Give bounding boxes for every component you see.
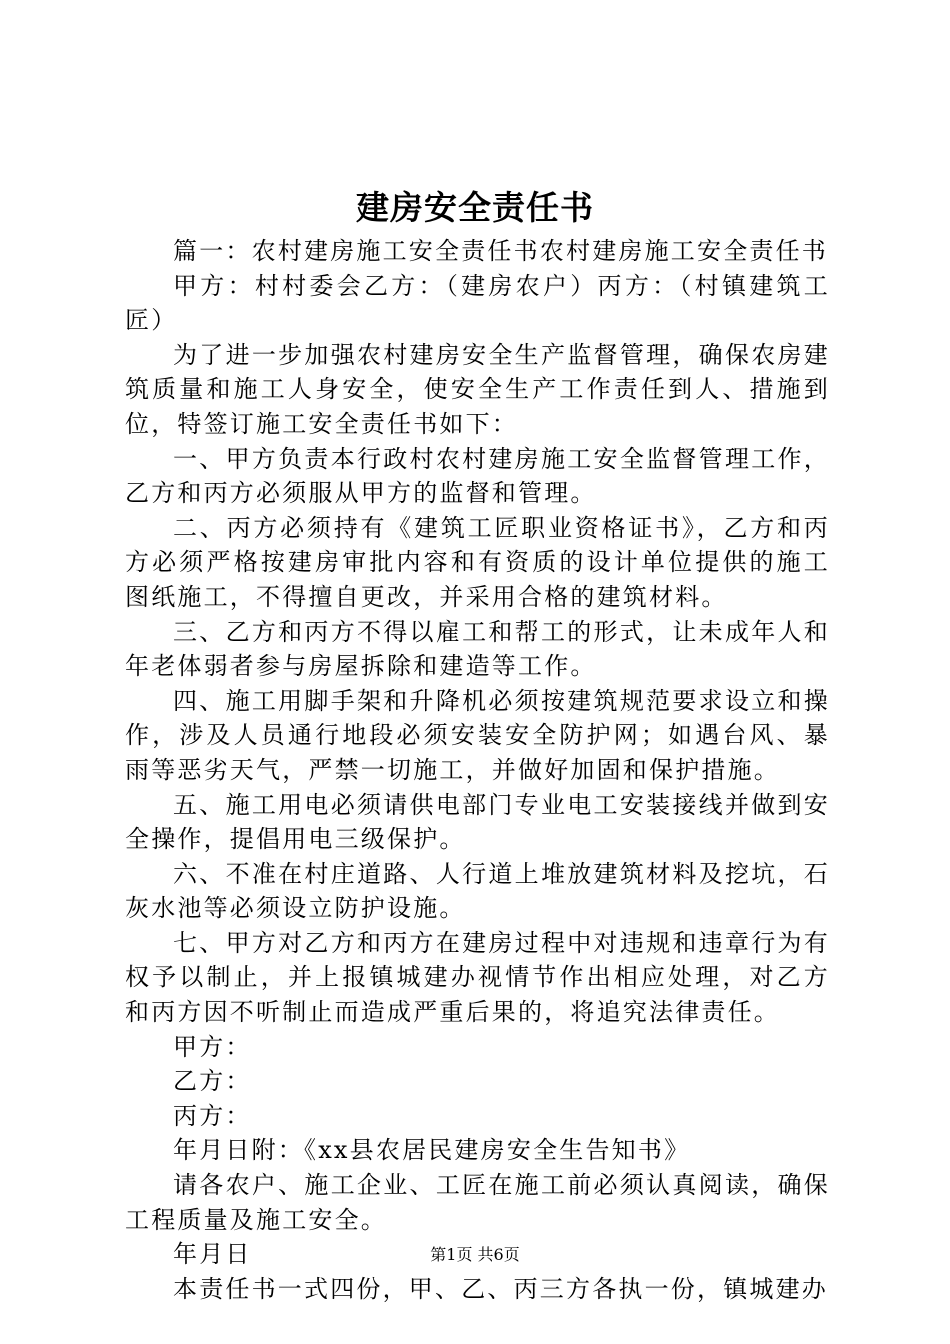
signature-party-c: 丙方： [173,1101,252,1130]
paragraph-clause-1: 一、甲方负责本行政村农村建房施工安全监督管理工作，乙方和丙方必须服从甲方的监督和管理。 [125,444,830,508]
paragraph-clause-2: 二、丙方必须持有《建筑工匠职业资格证书》，乙方和丙方必须严格按建房审批内容和有资质的设计单位提供的施工图纸施工，不得擅自更改，并采用合格的建筑材料。 [125,513,830,611]
paragraph-notice: 请各农户、施工企业、工匠在施工前必须认真阅读，确保工程质量及施工安全。 [125,1171,830,1234]
page-number: 第1页 共6页 [430,1245,520,1264]
signature-party-b: 乙方： [173,1067,252,1096]
paragraph-clause-4: 四、施工用脚手架和升降机必须按建筑规范要求设立和操作，涉及人员通行地段必须安装安全防护网；如遇台风、暴雨等恶劣天气，严禁一切施工，并做好加固和保护措施。 [125,686,830,784]
document-title: 建房安全责任书 [356,188,594,227]
paragraph-parties: 甲方：村村委会乙方：（建房农户）丙方：（村镇建筑工匠） [125,271,830,335]
paragraph-date: 年月日 [173,1240,252,1269]
paragraph-heading: 篇一：农村建房施工安全责任书农村建房施工安全责任书 [173,237,828,265]
paragraph-clause-5: 五、施工用电必须请供电部门专业电工安装接线并做到安全操作，提倡用电三级保护。 [125,790,830,854]
paragraph-clause-3: 三、乙方和丙方不得以雇工和帮工的形式，让未成年人和年老体弱者参与房屋拆除和建造等工作。 [125,617,830,681]
paragraph-clause-7: 七、甲方对乙方和丙方在建房过程中对违规和违章行为有权予以制止，并上报镇城建办视情节作出相应处理，对乙方和丙方因不听制止而造成严重后果的，将追究法律责任。 [125,928,830,1027]
document-body [125,234,830,1306]
paragraph-copies: 本责任书一式四份，甲、乙、丙三方各执一份，镇城建办 [173,1274,828,1303]
paragraph-date-attachment: 年月日附：《xx县农居民建房安全生告知书》 [173,1136,691,1165]
paragraph-intro: 为了进一步加强农村建房安全生产监督管理，确保农房建筑质量和施工人身安全，使安全生产工作责任到人、措施到位，特签订施工安全责任书如下： [125,340,830,438]
paragraph-clause-6: 六、不准在村庄道路、人行道上堆放建筑材料及挖坑，石灰水池等必须设立防护设施。 [125,859,830,923]
signature-party-a: 甲方： [173,1032,252,1061]
